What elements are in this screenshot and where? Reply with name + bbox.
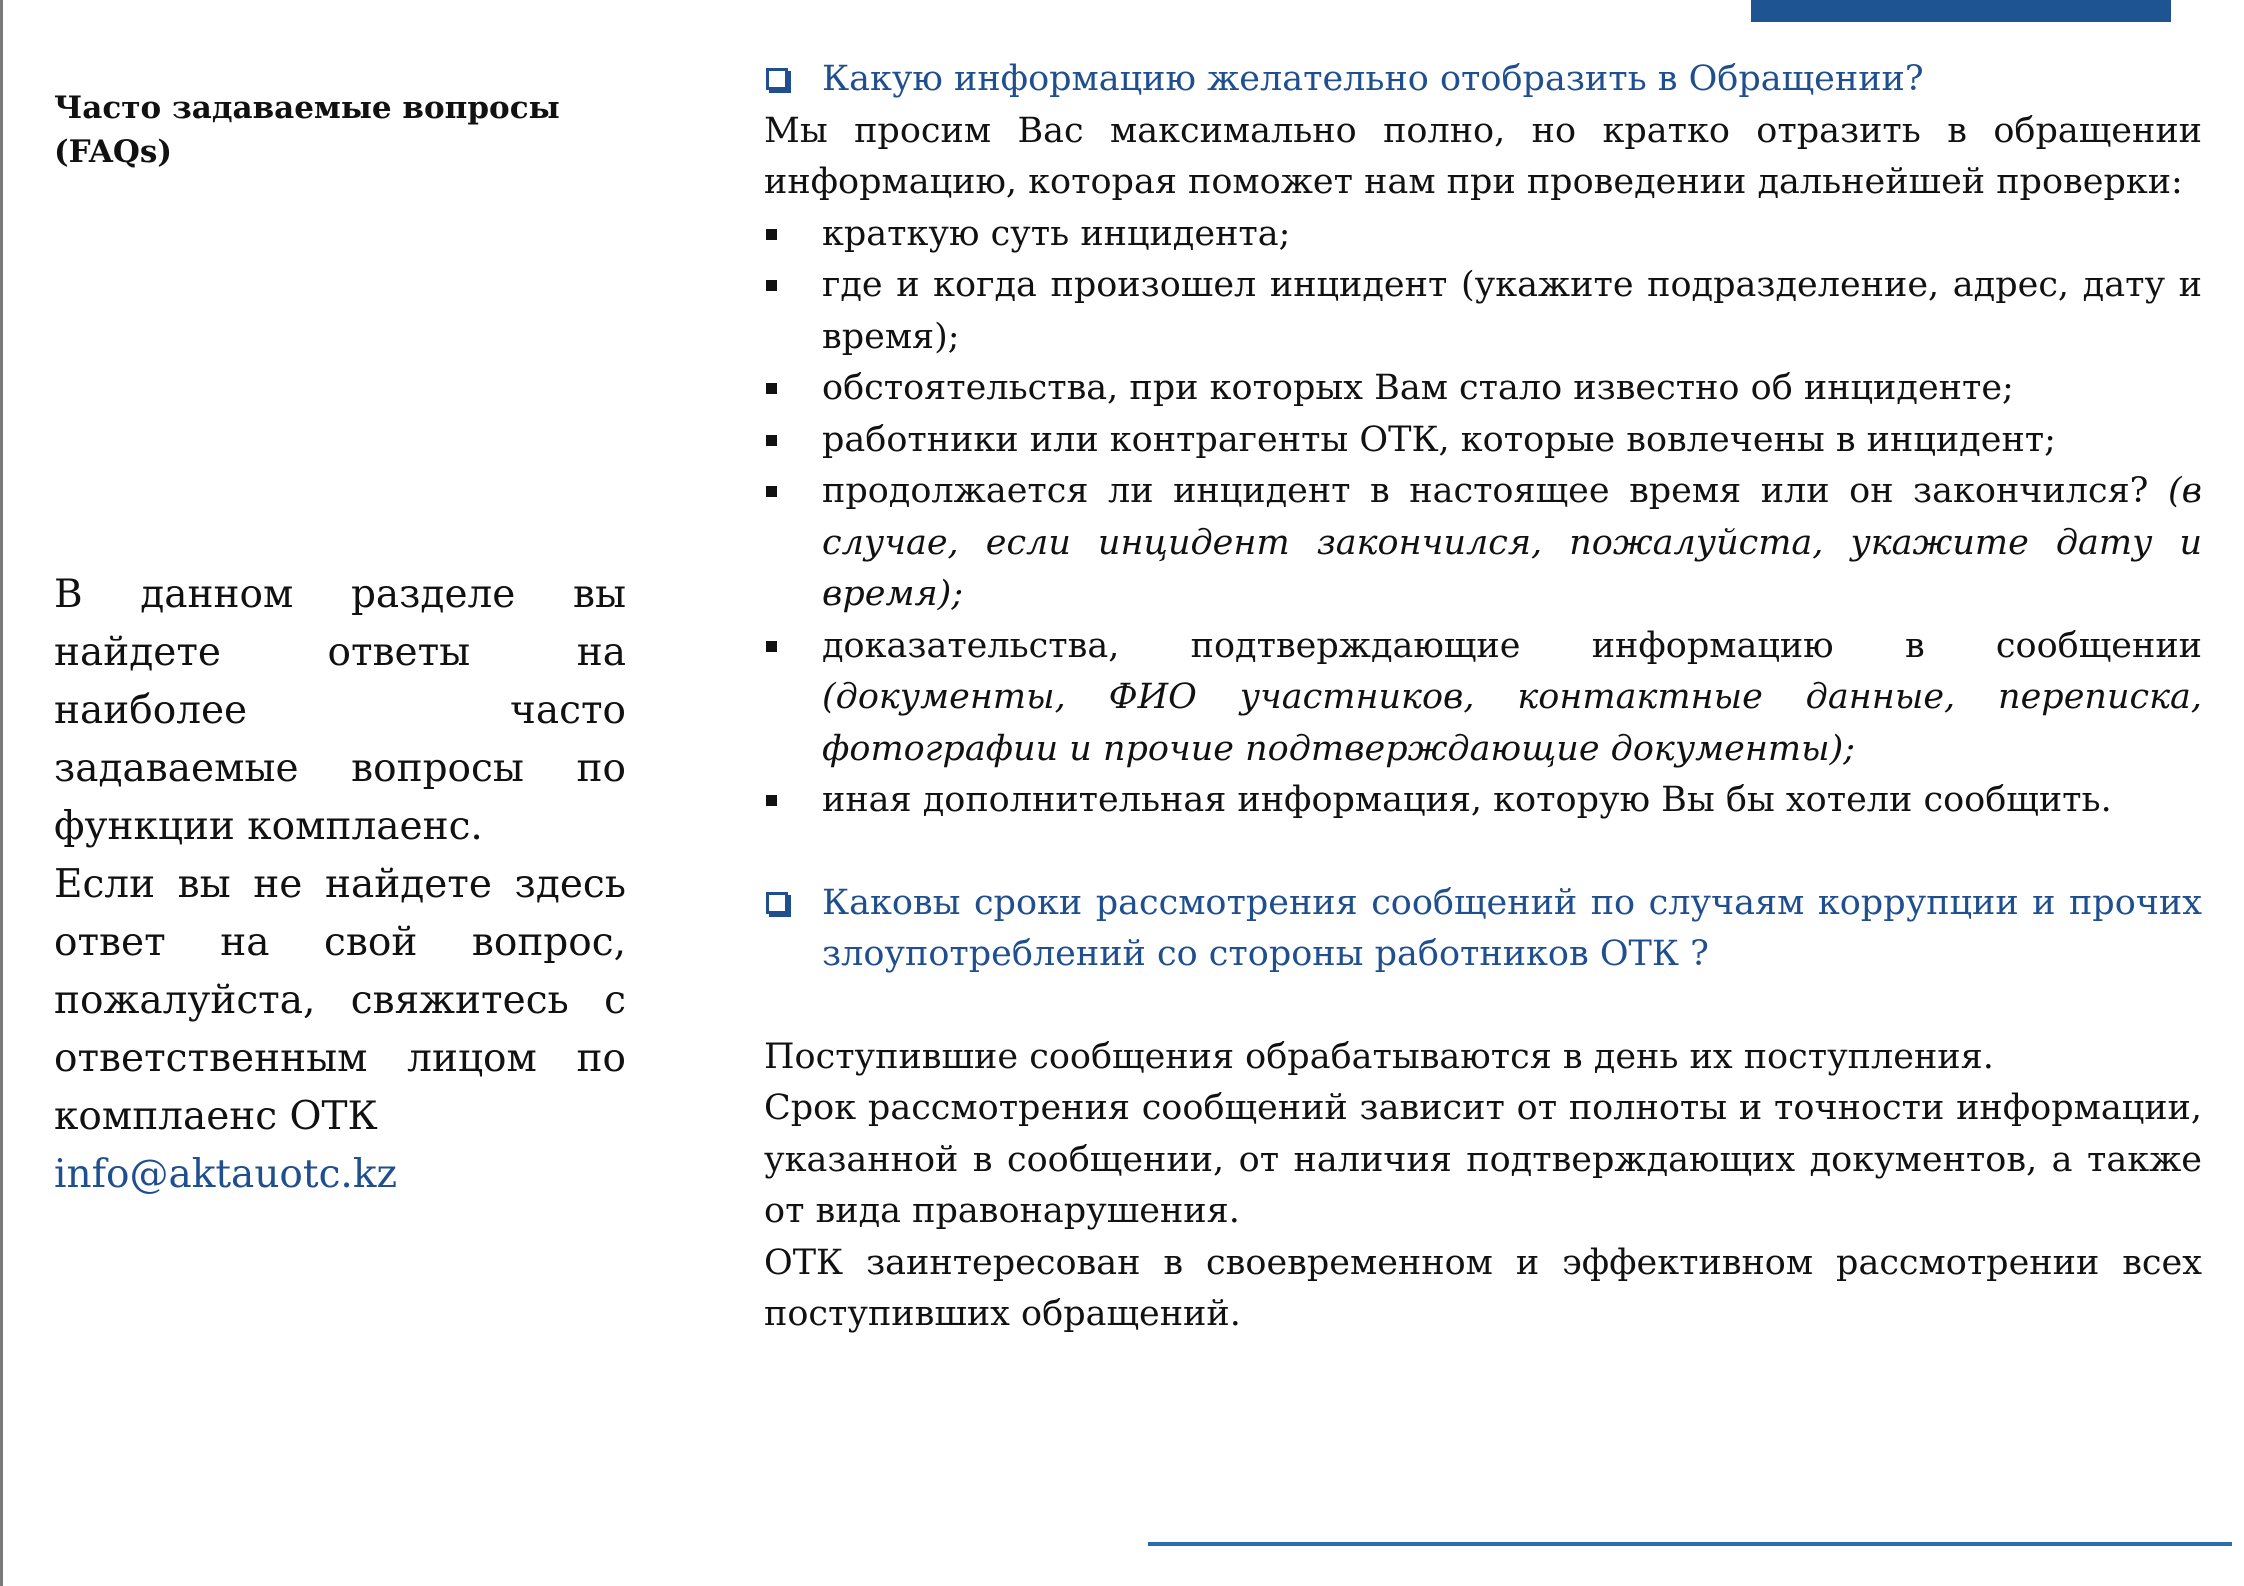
list-item-text: краткую суть инцидента; — [822, 213, 1291, 254]
intro-paragraph-1: В данном разделе вы найдете ответы на наиболее часто задаваемые вопросы по функции комплаенс. — [54, 572, 626, 849]
top-accent-bar — [1751, 0, 2171, 22]
question-1 — [764, 54, 2202, 106]
square-bullet-icon — [766, 280, 777, 291]
question-2 — [764, 878, 2202, 981]
list-item-note: (в случае, если инцидент закончился, пожалуйста, укажите дату и время); — [822, 471, 2202, 614]
list-item-text: доказательства, подтверждающие информацию в сообщении — [822, 625, 2202, 666]
intro-paragraph-2 — [54, 856, 626, 1204]
list-item — [764, 775, 2202, 827]
list-item-text: где и когда произошел инцидент (укажите подразделение, адрес, дату и время); — [822, 265, 2202, 357]
section1-lead: Мы просим Вас максимально полно, но кратко отразить в обращении информацию, которая поможет нам при проведении дальнейшей проверки: — [764, 110, 2202, 202]
info-bullet-list — [764, 209, 2202, 827]
list-item-text: продолжается ли инцидент в настоящее время или он закончился? — [822, 471, 2149, 511]
list-item — [764, 415, 2202, 467]
list-item-text: иная дополнительная информация, которую Вы бы хотели сообщить. — [822, 780, 2112, 820]
list-item-text: обстоятельства, при которых Вам стало известно об инциденте; — [822, 368, 2014, 408]
square-bullet-icon — [766, 229, 777, 240]
faq-title: Часто задаваемые вопросы (FAQs) — [54, 90, 560, 170]
checkbox-square-icon — [766, 892, 788, 914]
question-2-text: Каковы сроки рассмотрения сообщений по случаям коррупции и прочих злоупотреблений со стороны работников ОТК ? — [822, 882, 2202, 974]
left-intro — [54, 566, 626, 1204]
square-bullet-icon — [766, 383, 777, 394]
spacer — [764, 827, 2202, 878]
section2-paragraph-3: ОТК заинтересован в своевременном и эффективном рассмотрении всех поступивших обращений. — [764, 1242, 2202, 1334]
square-bullet-icon — [766, 641, 777, 652]
list-item — [764, 466, 2202, 621]
question-1-text: Какую информацию желательно отобразить в Обращении? — [822, 59, 1924, 99]
right-column — [764, 54, 2202, 1341]
page-left-border — [0, 0, 3, 1586]
contact-email-link[interactable]: info@aktauotc.kz — [54, 1152, 398, 1197]
square-bullet-icon — [766, 795, 777, 806]
square-bullet-icon — [766, 435, 777, 446]
list-item-note: (документы, ФИО участников, контактные данные, переписка, фотографии и прочие подтверждающие документы); — [822, 677, 2202, 769]
section2-paragraph-1: Поступившие сообщения обрабатываются в день их поступления. — [764, 1036, 1994, 1077]
intro-paragraph-2-text: Если вы не найдете здесь ответ на свой вопрос, пожалуйста, свяжитесь с ответственным лицом по комплаенс ОТК — [54, 862, 626, 1139]
list-item — [764, 363, 2202, 415]
checkbox-square-icon — [766, 68, 788, 90]
list-item-text: работники или контрагенты ОТК, которые вовлечены в инцидент; — [822, 419, 2056, 460]
square-bullet-icon — [766, 486, 777, 497]
spacer — [764, 981, 2202, 1032]
list-item — [764, 621, 2202, 776]
section2-paragraph-2: Срок рассмотрения сообщений зависит от полноты и точности информации, указанной в сообщении, от наличия подтверждающих документов, а также от вида правонарушения. — [764, 1088, 2202, 1231]
list-item — [764, 209, 2202, 261]
list-item — [764, 260, 2202, 363]
bottom-rule — [1148, 1542, 2232, 1546]
